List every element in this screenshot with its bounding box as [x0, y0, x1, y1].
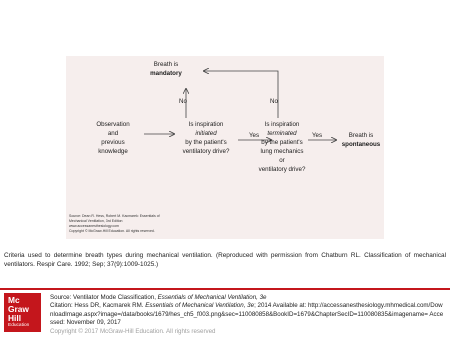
edge-label-yes-2: Yes: [312, 132, 323, 139]
citation-title: Essentials of Mechanical Ventilation, 3e: [145, 302, 255, 310]
node-terminated-line-4: lung mechanics: [260, 148, 304, 155]
node-terminated-line-1: Is inspiration: [264, 121, 300, 128]
node-spontaneous-line-2: spontaneous: [341, 141, 381, 148]
citation-line: [50, 302, 445, 327]
edge-terminated-mandatory: [204, 71, 278, 118]
source-note-line-4: Copyright © McGraw-Hill Education. All rights reserved.: [69, 229, 155, 233]
citation-link[interactable]: ; 2014 Available at: http://accessanesthesiology.mhmedical.com/DownloadImage.aspx?image=/data/books/1679/hes_ch5_f003.png&sec=110080858&BookID=1679&ChapterSecID=110080835&imagename= Accessed: November 09, 2017: [50, 302, 444, 327]
node-terminated-line-3: by the patient's: [261, 139, 303, 146]
mcgraw-hill-logo: [4, 293, 41, 332]
node-spontaneous-line-1: Breath is: [348, 132, 374, 139]
node-terminated: [259, 121, 306, 173]
edge-label-no-left: No: [179, 98, 187, 105]
flowchart: [66, 56, 384, 239]
source-note-line-1: Source: Dean R. Hess, Robert M. Kacmarek: Essentials of: [69, 214, 160, 218]
node-mandatory-line-1: Breath is: [153, 61, 179, 68]
node-observation-line-2: and: [107, 130, 119, 137]
node-terminated-line-6: ventilatory drive?: [258, 166, 306, 173]
source-note: [69, 214, 160, 233]
logo-line-4: Education: [8, 323, 30, 328]
edge-label-yes-1: Yes: [249, 132, 260, 139]
node-observation-line-1: Observation: [96, 121, 130, 128]
source-note-line-2: Mechanical Ventilation, 3rd Edition: [69, 219, 123, 223]
source-line: [50, 294, 445, 302]
node-mandatory-line-2: mandatory: [150, 70, 182, 77]
logo-line-1: Mc: [8, 295, 20, 305]
source-note-line-3: www.accessanesthesiology.com: [69, 224, 119, 228]
logo-line-3: Hill: [8, 313, 22, 323]
logo-line-2: Graw: [8, 304, 29, 314]
node-initiated-line-3: by the patient's: [185, 139, 227, 146]
edges: [144, 71, 336, 140]
figure-panel: [66, 56, 384, 239]
footer-text: [50, 294, 445, 336]
figure-caption: Criteria used to determine breath types during mechanical ventilation. (Reproduced with permission from Chatburn RL. Classification of mechanical ventilators. Respir Care. 1992; Sep; 37(9):1009-1025.): [4, 252, 446, 268]
node-mandatory: [150, 61, 182, 77]
citation-prefix: Citation: Hess DR, Kacmarek RM.: [50, 302, 146, 310]
source-prefix: Source: Ventilator Mode Classification,: [50, 294, 158, 301]
node-spontaneous: [342, 132, 381, 148]
footer-divider: [0, 288, 450, 290]
node-observation-line-4: knowledge: [98, 148, 128, 155]
edge-label-no-right: No: [270, 98, 278, 105]
source-title: Essentials of Mechanical Ventilation, 3e: [157, 294, 267, 301]
node-observation-line-3: previous: [101, 139, 125, 146]
node-initiated-line-2: initiated: [195, 130, 217, 137]
copyright-line: Copyright © 2017 McGraw-Hill Education. All rights reserved: [50, 327, 216, 335]
node-initiated-line-1: Is inspiration: [188, 121, 224, 128]
node-terminated-line-2: terminated: [267, 130, 297, 137]
node-observation: [96, 121, 130, 155]
node-initiated: [183, 121, 230, 155]
node-terminated-line-5: or: [279, 157, 285, 164]
node-initiated-line-4: ventilatory drive?: [182, 148, 230, 155]
